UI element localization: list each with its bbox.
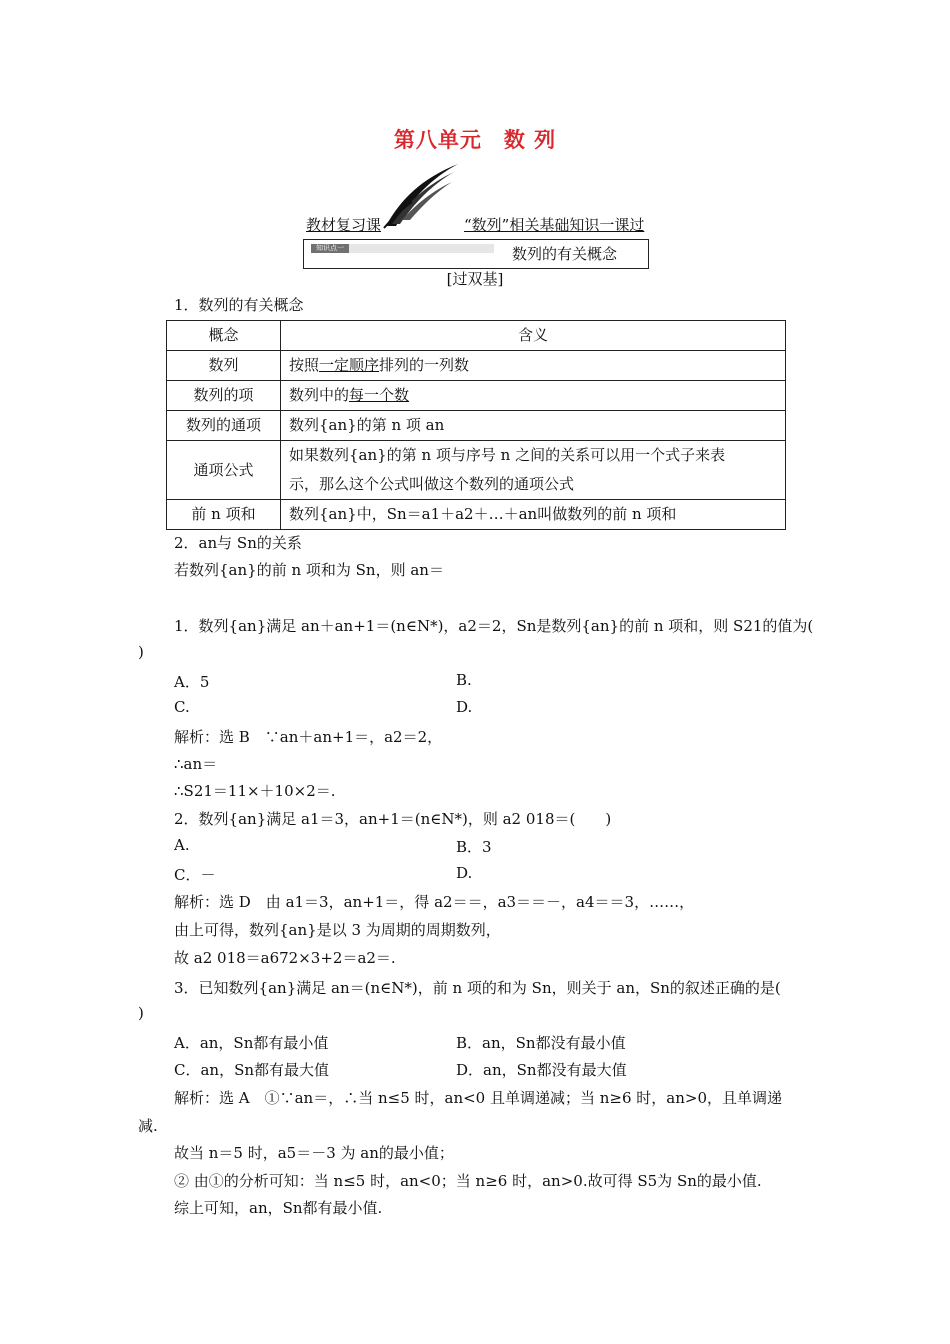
header-subtitle: “数列”相关基础知识一课过	[464, 216, 645, 234]
table-row	[167, 441, 786, 500]
knowledge-point-box	[303, 239, 649, 269]
problem-2-solution-line: 解析：选 D 由 a1＝3，an+1＝，得 a2＝＝，a3＝＝－，a4＝＝3，……，	[174, 893, 695, 911]
problem-2-option-a: A.	[174, 836, 190, 854]
unit-title: 第八单元 数 列	[393, 127, 557, 152]
problem-2-option-d: D.	[456, 864, 473, 882]
problem-3-solution-line: ② 由①的分析可知：当 n≤5 时，an<0；当 n≥6 时，an>0.故可得 S5为 Sn的最小值.	[174, 1172, 762, 1190]
concept-name: 数列的项	[167, 381, 281, 411]
problem-3-stem-end: )	[138, 1004, 144, 1022]
concepts-heading: 1．数列的有关概念	[174, 296, 304, 314]
concept-name: 数列	[167, 351, 281, 381]
problem-2-solution-line: 由上可得，数列{an}是以 3 为周期的周期数列，	[174, 921, 501, 939]
problem-2-stem: 2．数列{an}满足 a1＝3，an+1＝(n∈N*)，则 a2 018＝( )	[174, 810, 612, 828]
problem-2-solution-line: 故 a2 018＝a672×3+2＝a2＝.	[174, 949, 396, 967]
problem-1-stem: 1．数列{an}满足 an＋an+1＝(n∈N*)，a2＝2，Sn是数列{an}的前 n 项和，则 S21的值为(	[174, 617, 814, 635]
concept-name: 通项公式	[167, 441, 281, 500]
problem-2-option-c: C．－	[174, 866, 216, 884]
section-label: [过双基]	[446, 270, 504, 288]
problem-3-option-a: A．an，Sn都有最小值	[174, 1034, 329, 1052]
table-row	[167, 351, 786, 381]
problem-3-solution-line: 故当 n＝5 时，a5＝－3 为 an的最小值；	[174, 1144, 454, 1162]
knowledge-tag-bar	[349, 244, 494, 253]
knowledge-tag: 知识点一	[311, 244, 349, 253]
concept-meaning: 数列{an}的第 n 项 an	[281, 411, 786, 441]
knowledge-title: 数列的有关概念	[512, 245, 618, 263]
concept-meaning: 数列{an}中，Sn＝a1＋a2＋…＋an叫做数列的前 n 项和	[281, 500, 786, 530]
problem-1-solution-line: ∴S21＝11×＋10×2＝.	[174, 782, 336, 800]
concepts-table	[166, 320, 786, 530]
problem-1-option-b: B.	[456, 671, 472, 689]
problem-1-solution-line: 解析：选 B ∵an＋an+1＝，a2＝2，	[174, 728, 443, 746]
problem-1-solution-line: ∴an＝	[174, 755, 218, 773]
concept-meaning: 如果数列{an}的第 n 项与序号 n 之间的关系可以用一个式子来表 示，那么这个公式叫做这个数列的通项公式	[281, 441, 786, 500]
concept-name: 数列的通项	[167, 411, 281, 441]
problem-3-option-d: D．an，Sn都没有最大值	[456, 1061, 627, 1079]
relation-heading: 2．an与 Sn的关系	[174, 534, 302, 552]
concept-meaning: 数列中的每一个数	[281, 381, 786, 411]
problem-3-solution-line: 解析：选 A ①∵an＝，∴当 n≤5 时，an<0 且单调递减；当 n≥6 时，an>0，且单调递	[174, 1089, 783, 1107]
problem-3-solution-line: 综上可知，an，Sn都有最小值.	[174, 1199, 383, 1217]
relation-line: 若数列{an}的前 n 项和为 Sn，则 an＝	[174, 561, 444, 579]
table-header-cell: 含义	[281, 321, 786, 351]
problem-3-option-c: C．an，Sn都有最大值	[174, 1061, 330, 1079]
problem-1-option-a: A．5	[174, 673, 210, 691]
problem-1-stem-end: )	[138, 643, 144, 661]
problem-1-option-d: D.	[456, 698, 473, 716]
table-row	[167, 500, 786, 530]
table-row	[167, 411, 786, 441]
concept-meaning: 按照一定顺序排列的一列数	[281, 351, 786, 381]
brush-swoosh-icon	[382, 160, 462, 230]
table-row	[167, 381, 786, 411]
problem-2-option-b: B．3	[456, 838, 492, 856]
problem-3-option-b: B．an，Sn都没有最小值	[456, 1034, 626, 1052]
concept-name: 前 n 项和	[167, 500, 281, 530]
problem-3-stem: 3．已知数列{an}满足 an＝(n∈N*)，前 n 项的和为 Sn，则关于 an，Sn的叙述正确的是(	[174, 979, 781, 997]
problem-3-solution-line: 减.	[138, 1117, 158, 1135]
problem-1-option-c: C.	[174, 698, 190, 716]
table-header-row	[167, 321, 786, 351]
table-header-cell: 概念	[167, 321, 281, 351]
header-course-type: 教材复习课	[306, 216, 382, 234]
